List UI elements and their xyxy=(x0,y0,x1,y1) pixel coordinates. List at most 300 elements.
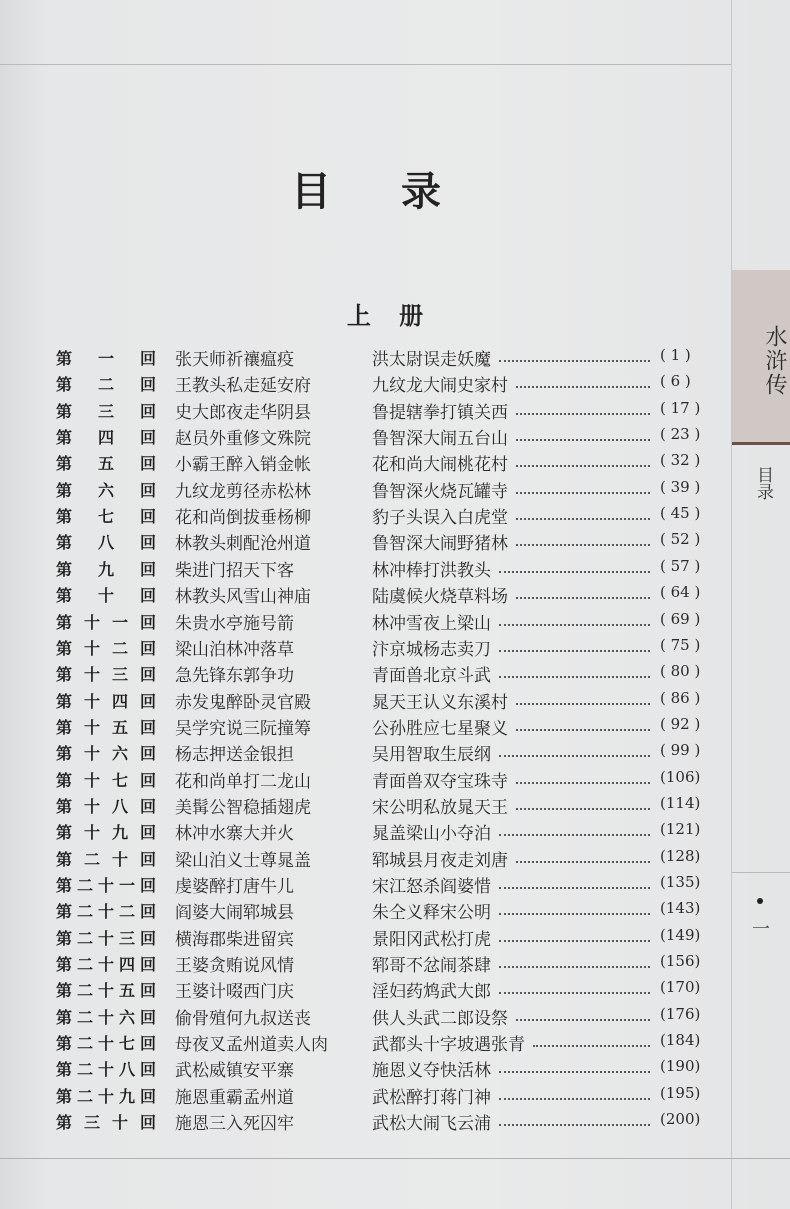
chapter-number xyxy=(56,636,156,659)
chapter-page: ( 57 ) xyxy=(660,556,701,575)
leader-dots xyxy=(516,413,650,415)
chapter-number-char: 第 xyxy=(56,349,73,368)
chapter-title-second: 吴用智取生辰纲 xyxy=(372,745,491,766)
chapter-number-char: 八 xyxy=(97,533,114,553)
toc-entry[interactable] xyxy=(0,636,732,662)
chapter-number-char: 回 xyxy=(139,401,156,421)
chapter-number xyxy=(56,372,156,395)
chapter-number-char: 回 xyxy=(139,638,156,658)
chapter-number-char: 回 xyxy=(139,1034,156,1054)
chapter-page: ( 75 ) xyxy=(660,635,701,654)
chapter-number-char: 二 xyxy=(76,955,93,975)
toc-entry[interactable] xyxy=(0,662,732,688)
chapter-number-char: 十 xyxy=(83,691,100,711)
chapter-number xyxy=(56,926,156,949)
chapter-number-char: 八 xyxy=(111,796,128,816)
chapter-page: ( 52 ) xyxy=(660,530,701,549)
chapter-title-second: 鲁智深大闹野猪林 xyxy=(372,534,508,555)
chapter-number-char: 二 xyxy=(97,375,114,395)
chapter-page: (200) xyxy=(660,1110,701,1129)
bottom-rule xyxy=(0,1158,790,1159)
chapter-number-char: 第 xyxy=(56,849,73,869)
chapter-number-char: 第 xyxy=(56,507,73,527)
chapter-title-second: 宋江怒杀阎婆惜 xyxy=(372,877,491,897)
chapter-title-first: 梁山泊林冲落草 xyxy=(175,639,294,660)
chapter-number-char: 十 xyxy=(111,1113,128,1133)
chapter-page: (184) xyxy=(660,1031,701,1050)
leader-dots xyxy=(499,360,650,362)
chapter-number-char: 回 xyxy=(139,770,156,790)
chapter-number-char: 六 xyxy=(118,1007,135,1027)
chapter-number-char: 回 xyxy=(139,928,156,948)
toc-entry[interactable] xyxy=(0,794,732,820)
bullet-dot xyxy=(757,898,763,904)
chapter-number-char: 第 xyxy=(56,770,73,790)
chapter-page: ( 17 ) xyxy=(660,398,701,417)
chapter-title-second: 公孙胜应七星聚义 xyxy=(372,718,508,739)
chapter-title-second: 郓哥不忿闹茶肆 xyxy=(372,956,491,977)
chapter-number xyxy=(56,847,156,870)
book-title: 水浒传 xyxy=(762,325,787,397)
toc-entry[interactable] xyxy=(0,1031,732,1057)
chapter-page: ( 64 ) xyxy=(660,583,701,602)
chapter-number-char: 二 xyxy=(76,981,93,1001)
chapter-page: ( 45 ) xyxy=(660,504,701,523)
chapter-page: (149) xyxy=(660,925,701,944)
chapter-title-first: 王婆计啜西门庆 xyxy=(175,982,294,1003)
leader-dots xyxy=(499,650,650,652)
chapter-page: ( 86 ) xyxy=(660,688,701,707)
chapter-title-first: 吴学究说三阮撞筹 xyxy=(175,718,311,739)
chapter-page: ( 80 ) xyxy=(660,662,701,681)
chapter-number-char: 回 xyxy=(139,586,156,606)
chapter-title-second: 洪太尉误走妖魔 xyxy=(372,350,491,370)
chapter-title-first: 林教头刺配沧州道 xyxy=(175,534,311,555)
chapter-title-second: 豹子头误入白虎堂 xyxy=(372,508,508,529)
chapter-number-char: 十 xyxy=(83,823,100,843)
chapter-number-char: 回 xyxy=(139,428,156,448)
leader-dots xyxy=(516,597,650,599)
chapter-number xyxy=(56,346,156,369)
chapter-title-first: 急先锋东郭争功 xyxy=(175,666,294,687)
chapter-number-char: 第 xyxy=(56,428,73,448)
chapter-title-first: 杨志押送金银担 xyxy=(175,745,294,766)
chapter-title-first: 张天师祈禳瘟疫 xyxy=(175,350,294,370)
chapter-number-char: 回 xyxy=(139,533,156,553)
chapter-number-char: 四 xyxy=(97,428,114,448)
chapter-title-second: 青面兽北京斗武 xyxy=(372,666,491,687)
page-title: 目 录 xyxy=(291,169,469,215)
toc-entry[interactable] xyxy=(0,478,732,504)
chapter-page: ( 32 ) xyxy=(660,451,701,470)
chapter-title-first: 朱贵水亭施号箭 xyxy=(175,613,294,634)
chapter-number xyxy=(56,1057,156,1080)
chapter-number-char: 八 xyxy=(118,1060,135,1080)
volume-title: 上 册 xyxy=(346,302,434,330)
chapter-title-first: 赤发鬼醉卧灵官殿 xyxy=(175,692,311,713)
chapter-title-first: 赵员外重修文殊院 xyxy=(175,429,311,450)
chapter-title-first: 花和尚倒拔垂杨柳 xyxy=(175,508,311,529)
chapter-page: (128) xyxy=(660,846,701,865)
chapter-number-char: 第 xyxy=(56,454,73,474)
chapter-number-char: 第 xyxy=(56,638,73,658)
chapter-number-char: 十 xyxy=(83,796,100,816)
toc-entry[interactable] xyxy=(0,1084,732,1110)
chapter-title-second: 宋公明私放晁天王 xyxy=(372,797,508,818)
chapter-number-char: 二 xyxy=(76,876,93,895)
chapter-number-char: 第 xyxy=(56,955,73,975)
chapter-title-second: 花和尚大闹桃花村 xyxy=(372,455,508,476)
leader-dots xyxy=(499,1098,650,1100)
chapter-number-char: 回 xyxy=(139,559,156,579)
chapter-number-char: 十 xyxy=(97,1060,114,1080)
leader-dots xyxy=(499,1124,650,1126)
chapter-number-char: 回 xyxy=(139,375,156,395)
section-label: 目录 xyxy=(753,466,773,500)
chapter-number-char: 第 xyxy=(56,612,73,632)
chapter-number-char: 二 xyxy=(76,902,93,922)
chapter-number-char: 回 xyxy=(139,823,156,843)
chapter-number-char: 十 xyxy=(83,744,100,764)
chapter-number-char: 十 xyxy=(97,586,114,606)
chapter-title-second: 郓城县月夜走刘唐 xyxy=(372,850,508,871)
chapter-number xyxy=(56,478,156,501)
chapter-title-first: 横海郡柴进留宾 xyxy=(175,929,294,950)
chapter-title-second: 鲁智深大闹五台山 xyxy=(372,429,508,450)
chapter-title-second: 陆虞候火烧草料场 xyxy=(372,587,508,608)
chapter-number-char: 一 xyxy=(111,612,128,632)
chapter-number-char: 第 xyxy=(56,981,73,1001)
toc-entry[interactable] xyxy=(0,399,732,425)
chapter-page: (156) xyxy=(660,952,701,971)
chapter-number-char: 第 xyxy=(56,1034,73,1054)
chapter-number xyxy=(56,689,156,712)
chapter-title-second: 施恩义夺快活林 xyxy=(372,1061,491,1082)
chapter-title-second: 朱仝义释宋公明 xyxy=(372,903,491,924)
chapter-number-char: 三 xyxy=(83,1113,100,1133)
leader-dots xyxy=(516,465,650,467)
chapter-number-char: 回 xyxy=(139,955,156,975)
toc-entry[interactable] xyxy=(0,873,732,899)
chapter-number xyxy=(56,662,156,685)
chapter-number-char: 回 xyxy=(139,612,156,632)
chapter-number-char: 回 xyxy=(139,717,156,737)
chapter-number-char: 第 xyxy=(56,401,73,421)
toc-entry[interactable] xyxy=(0,847,732,873)
chapter-title-first: 小霸王醉入销金帐 xyxy=(175,455,311,476)
chapter-number-char: 第 xyxy=(56,1113,73,1133)
chapter-number-char: 第 xyxy=(56,691,73,711)
chapter-number-char: 回 xyxy=(139,744,156,764)
chapter-number-char: 第 xyxy=(56,1086,73,1106)
chapter-number-char: 回 xyxy=(139,665,156,685)
leader-dots xyxy=(499,966,650,968)
chapter-number xyxy=(56,610,156,633)
toc-entry[interactable] xyxy=(0,978,732,1004)
chapter-title-first: 史大郎夜走华阴县 xyxy=(175,402,311,423)
leader-dots xyxy=(516,729,650,731)
chapter-title-second: 武都头十字坡遇张青 xyxy=(372,1035,525,1056)
chapter-number xyxy=(56,978,156,1001)
chapter-number-char: 第 xyxy=(56,744,73,764)
chapter-number-char: 一 xyxy=(118,876,135,895)
chapter-title-second: 供人头武二郎设祭 xyxy=(372,1008,508,1029)
chapter-number-char: 回 xyxy=(139,796,156,816)
toc-entry[interactable] xyxy=(0,820,732,846)
chapter-number-char: 三 xyxy=(111,665,128,685)
chapter-number-char: 回 xyxy=(139,1060,156,1080)
chapter-number-char: 第 xyxy=(56,1007,73,1027)
chapter-number xyxy=(56,399,156,422)
chapter-title-second: 汴京城杨志卖刀 xyxy=(372,639,491,660)
chapter-number-char: 第 xyxy=(56,665,73,685)
chapter-number-char: 九 xyxy=(111,823,128,843)
chapter-number-char: 回 xyxy=(139,981,156,1001)
chapter-number xyxy=(56,1031,156,1054)
chapter-number-char: 回 xyxy=(139,691,156,711)
chapter-number-char: 七 xyxy=(97,507,114,527)
chapter-number xyxy=(56,873,156,896)
toc-entry[interactable] xyxy=(0,1110,732,1136)
leader-dots xyxy=(499,887,650,889)
leader-dots xyxy=(499,992,650,994)
chapter-number-char: 十 xyxy=(83,612,100,632)
chapter-number-char: 第 xyxy=(56,823,73,843)
chapter-number-char: 二 xyxy=(118,902,135,922)
toc-entry[interactable] xyxy=(0,768,732,794)
toc-entry[interactable] xyxy=(0,1057,732,1083)
leader-dots xyxy=(516,808,650,810)
toc-entry[interactable] xyxy=(0,451,732,477)
chapter-number-char: 五 xyxy=(97,454,114,474)
chapter-number xyxy=(56,1084,156,1107)
chapter-page: (121) xyxy=(660,820,701,839)
chapter-number xyxy=(56,768,156,791)
toc-entry[interactable] xyxy=(0,952,732,978)
toc-entry[interactable] xyxy=(0,715,732,741)
side-divider xyxy=(732,872,790,873)
chapter-number-char: 第 xyxy=(56,375,73,395)
leader-dots xyxy=(499,940,650,942)
chapter-number-char: 回 xyxy=(139,349,156,368)
leader-dots xyxy=(516,492,650,494)
chapter-number xyxy=(56,451,156,474)
chapter-number-char: 十 xyxy=(83,770,100,790)
toc-entry[interactable] xyxy=(0,425,732,451)
chapter-number-char: 回 xyxy=(139,1007,156,1027)
chapter-title-first: 施恩重霸孟州道 xyxy=(175,1087,294,1108)
chapter-number-char: 三 xyxy=(118,928,135,948)
chapter-number-char: 九 xyxy=(118,1086,135,1106)
chapter-page: (114) xyxy=(660,793,701,812)
chapter-number-char: 十 xyxy=(83,638,100,658)
toc-entry[interactable] xyxy=(0,689,732,715)
chapter-number-char: 回 xyxy=(139,902,156,922)
chapter-title-second: 九纹龙大闹史家村 xyxy=(372,376,508,397)
chapter-title-first: 花和尚单打二龙山 xyxy=(175,771,311,792)
chapter-number xyxy=(56,425,156,448)
chapter-number-char: 十 xyxy=(97,1034,114,1054)
leader-dots xyxy=(499,755,650,757)
chapter-number-char: 六 xyxy=(97,480,114,500)
chapter-title-first: 虔婆醉打唐牛儿 xyxy=(175,877,294,897)
chapter-number-char: 回 xyxy=(139,454,156,474)
chapter-title-first: 母夜叉孟州道卖人肉 xyxy=(175,1035,328,1056)
chapter-title-second: 武松醉打蒋门神 xyxy=(372,1087,491,1108)
chapter-page: ( 92 ) xyxy=(660,714,701,733)
chapter-number-char: 二 xyxy=(76,1060,93,1080)
leader-dots xyxy=(499,834,650,836)
chapter-number-char: 回 xyxy=(139,1086,156,1106)
toc-entry[interactable] xyxy=(0,557,732,583)
chapter-number-char: 十 xyxy=(83,665,100,685)
leader-dots xyxy=(499,624,650,626)
chapter-page: ( 39 ) xyxy=(660,477,701,496)
leader-dots xyxy=(516,782,650,784)
chapter-number-char: 二 xyxy=(76,1034,93,1054)
chapter-title-second: 晁盖梁山小夺泊 xyxy=(372,824,491,845)
chapter-number-char: 二 xyxy=(83,849,100,869)
chapter-number-char: 第 xyxy=(56,533,73,553)
chapter-number-char: 回 xyxy=(139,849,156,869)
leader-dots xyxy=(516,703,650,705)
chapter-number xyxy=(56,583,156,606)
chapter-number-char: 一 xyxy=(97,349,114,368)
chapter-number xyxy=(56,820,156,843)
chapter-title-first: 武松威镇安平寨 xyxy=(175,1061,294,1082)
chapter-page: ( 99 ) xyxy=(660,741,701,760)
chapter-number-char: 回 xyxy=(139,1113,156,1133)
chapter-number-char: 十 xyxy=(97,928,114,948)
chapter-number-char: 九 xyxy=(97,559,114,579)
chapter-title-first: 美髯公智稳插翅虎 xyxy=(175,797,311,818)
chapter-number-char: 二 xyxy=(76,1007,93,1027)
chapter-number-char: 第 xyxy=(56,902,73,922)
leader-dots xyxy=(516,518,650,520)
chapter-title-second: 林冲雪夜上梁山 xyxy=(372,613,491,634)
leader-dots xyxy=(516,386,650,388)
toc-entry[interactable] xyxy=(0,741,732,767)
chapter-number-char: 十 xyxy=(83,717,100,737)
chapter-number-char: 第 xyxy=(56,796,73,816)
chapter-title-first: 九纹龙剪径赤松林 xyxy=(175,481,311,502)
chapter-number-char: 第 xyxy=(56,1060,73,1080)
chapter-title-first: 阎婆大闹郓城县 xyxy=(175,903,294,924)
leader-dots xyxy=(533,1045,650,1047)
chapter-number-char: 十 xyxy=(97,955,114,975)
chapter-title-first: 王婆贪贿说风情 xyxy=(175,956,294,977)
chapter-number-char: 第 xyxy=(56,559,73,579)
chapter-title-first: 施恩三入死囚牢 xyxy=(175,1114,294,1135)
chapter-page: (135) xyxy=(660,873,701,891)
leader-dots xyxy=(516,1019,650,1021)
chapter-page: (176) xyxy=(660,1004,701,1023)
chapter-number xyxy=(56,741,156,764)
toc-entry[interactable] xyxy=(0,372,732,398)
chapter-title-first: 林教头风雪山神庙 xyxy=(175,587,311,608)
toc-entry[interactable] xyxy=(0,504,732,530)
toc-entry[interactable] xyxy=(0,583,732,609)
chapter-title-first: 偷骨殖何九叔送丧 xyxy=(175,1008,311,1029)
chapter-page: ( 69 ) xyxy=(660,609,701,628)
page-number: 一 xyxy=(752,919,770,940)
toc-entry[interactable] xyxy=(0,926,732,952)
chapter-number-char: 十 xyxy=(97,1007,114,1027)
toc-entry[interactable] xyxy=(0,1005,732,1031)
leader-dots xyxy=(499,676,650,678)
chapter-number-char: 二 xyxy=(111,638,128,658)
chapter-number xyxy=(56,530,156,553)
chapter-number-char: 第 xyxy=(56,928,73,948)
top-rule xyxy=(0,64,732,65)
chapter-number-char: 二 xyxy=(76,1086,93,1106)
toc-entry[interactable] xyxy=(0,346,732,372)
chapter-title-first: 林冲水寨大并火 xyxy=(175,824,294,845)
chapter-number-char: 十 xyxy=(97,902,114,922)
chapter-page: ( 23 ) xyxy=(660,425,701,444)
chapter-number-char: 十 xyxy=(97,1086,114,1106)
chapter-page: (106) xyxy=(660,767,701,786)
chapter-number-char: 六 xyxy=(111,744,128,764)
chapter-number-char: 第 xyxy=(56,586,73,606)
chapter-number xyxy=(56,952,156,975)
toc-entry[interactable] xyxy=(0,899,732,925)
chapter-number xyxy=(56,899,156,922)
chapter-number-char: 回 xyxy=(139,507,156,527)
leader-dots xyxy=(499,1071,650,1073)
chapter-number xyxy=(56,1005,156,1028)
chapter-title-first: 柴进门招天下客 xyxy=(175,560,294,581)
side-tab xyxy=(732,270,790,445)
chapter-title-first: 王教头私走延安府 xyxy=(175,376,311,397)
chapter-number-char: 十 xyxy=(97,876,114,895)
chapter-number-char: 第 xyxy=(56,876,73,895)
chapter-page: (170) xyxy=(660,978,701,997)
chapter-number-char: 十 xyxy=(111,849,128,869)
chapter-number xyxy=(56,504,156,527)
chapter-number xyxy=(56,557,156,580)
leader-dots xyxy=(516,439,650,441)
chapter-number-char: 回 xyxy=(139,480,156,500)
chapter-number xyxy=(56,715,156,738)
chapter-title-second: 林冲棒打洪教头 xyxy=(372,560,491,581)
chapter-number-char: 四 xyxy=(111,691,128,711)
chapter-number-char: 七 xyxy=(118,1034,135,1054)
chapter-number-char: 七 xyxy=(111,770,128,790)
leader-dots xyxy=(516,544,650,546)
chapter-number-char: 第 xyxy=(56,480,73,500)
chapter-page: ( 1 ) xyxy=(660,346,691,364)
toc-entry[interactable] xyxy=(0,530,732,556)
chapter-title-second: 武松大闹飞云浦 xyxy=(372,1114,491,1135)
chapter-title-second: 鲁提辖拳打镇关西 xyxy=(372,402,508,423)
chapter-title-second: 景阳冈武松打虎 xyxy=(372,929,491,950)
leader-dots xyxy=(516,861,650,863)
chapter-number-char: 五 xyxy=(111,717,128,737)
chapter-title-first: 梁山泊义士尊晁盖 xyxy=(175,850,311,871)
chapter-number-char: 四 xyxy=(118,955,135,975)
chapter-page: ( 6 ) xyxy=(660,372,691,391)
chapter-title-second: 晁天王认义东溪村 xyxy=(372,692,508,713)
chapter-page: (190) xyxy=(660,1057,701,1076)
chapter-page: (195) xyxy=(660,1083,701,1102)
chapter-number-char: 三 xyxy=(97,401,114,421)
leader-dots xyxy=(499,571,650,573)
chapter-number xyxy=(56,794,156,817)
chapter-page: (143) xyxy=(660,899,701,918)
toc-entry[interactable] xyxy=(0,610,732,636)
chapter-title-second: 青面兽双夺宝珠寺 xyxy=(372,771,508,792)
